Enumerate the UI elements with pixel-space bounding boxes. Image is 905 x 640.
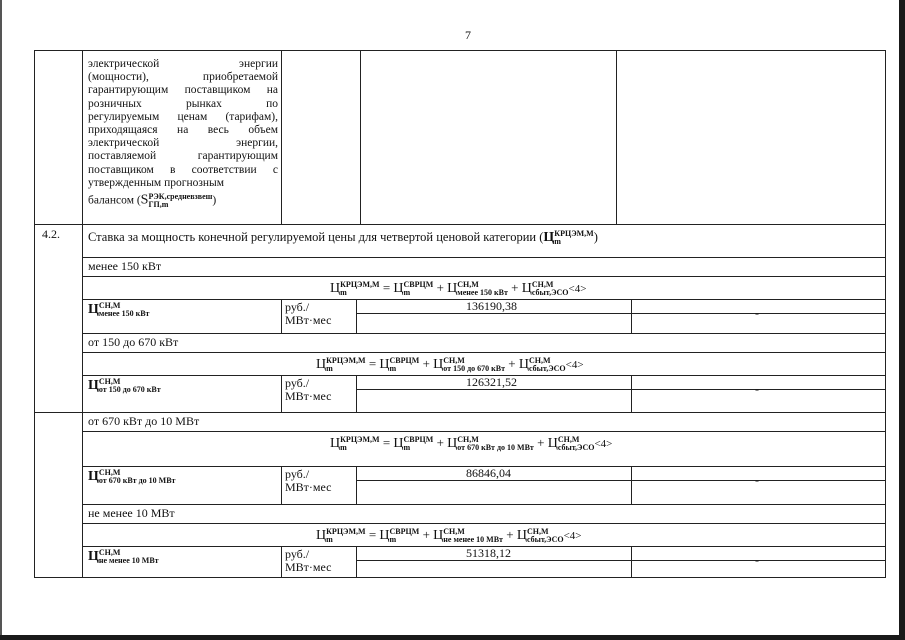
formula-t2-index-sup: СН,М (443, 527, 465, 537)
empty-value-dash: - (755, 382, 759, 396)
section-number: 4.2. (42, 227, 60, 241)
scan-edge-bottom (0, 635, 905, 640)
unit-line: руб./ (285, 467, 310, 481)
desc-line: поставщиком в соответствии с (88, 163, 278, 176)
parameter-index (99, 378, 161, 394)
formula-t1-index (390, 357, 420, 373)
parameter-index-sub: не менее 10 МВт (98, 556, 159, 566)
row-line (356, 389, 886, 390)
formula-eq: = (379, 435, 394, 450)
row-line-major (34, 412, 886, 413)
formula-lhs-index-sup: КРЦЭМ,М (340, 435, 380, 445)
formula-t1-symbol: Ц (379, 357, 390, 372)
formula-plus: + (533, 435, 548, 450)
formula-t2-index-sub: от 150 до 670 кВт (443, 364, 506, 374)
row-line (82, 257, 886, 258)
formula-t1-index-sup: СВРЦМ (403, 435, 434, 445)
parameter-symbol: Ц (88, 549, 99, 564)
parameter-index-sub: менее 150 кВт (98, 309, 150, 319)
formula-lhs-index (326, 357, 365, 373)
group-label: не менее 10 МВт (88, 506, 175, 520)
section-title (88, 230, 598, 246)
desc-line: (мощности), приобретаемой (88, 71, 278, 84)
col-line-value (616, 50, 617, 224)
formula-t2-index-sup: СН,М (457, 435, 479, 445)
formula-lhs-symbol: Ц (316, 357, 327, 372)
formula-note: <4> (563, 530, 582, 542)
formula-note: <4> (594, 438, 613, 450)
formula-plus: + (433, 435, 448, 450)
formula-eq: = (379, 280, 394, 295)
col-line (281, 375, 282, 412)
formula-t2-index-sup: СН,М (457, 280, 479, 290)
formula-t1-symbol: Ц (379, 528, 390, 543)
formula-lhs-index (326, 528, 365, 544)
section-title-index (554, 230, 593, 246)
row-line (82, 431, 886, 432)
formula-lhs-index-sub: m (340, 443, 347, 453)
section-title-suffix: ) (593, 229, 598, 244)
empty-value-dash: - (755, 553, 759, 567)
group-label: менее 150 кВт (88, 259, 162, 273)
balance-symbol: S (140, 192, 149, 208)
col-line (356, 375, 357, 412)
parameter-index (99, 549, 159, 565)
parameter-index-sup: СН,М (98, 377, 121, 387)
formula-lhs-index-sub: m (326, 364, 333, 374)
parameter-index (99, 302, 150, 318)
section-title-sup: КРЦЭМ,М (554, 229, 594, 238)
scan-edge-right (899, 0, 905, 640)
parameter-index-sup: СН,М (98, 548, 121, 558)
parameter-name (88, 548, 159, 565)
row-line (82, 523, 886, 524)
formula-t1-index-sub: m (403, 288, 411, 298)
parameter-symbol: Ц (88, 302, 99, 317)
formula-lhs-index-sub: m (340, 288, 347, 298)
unit-line: МВт·мес (285, 560, 332, 574)
scan-edge-left (0, 0, 2, 640)
row-line (356, 313, 886, 314)
formula-t3-index (529, 357, 566, 373)
formula-t1-index (404, 281, 434, 297)
unit-line: МВт·мес (285, 313, 332, 327)
formula-t2-index (443, 528, 503, 544)
unit-line: МВт·мес (285, 389, 332, 403)
formula-t3-symbol: Ц (521, 281, 532, 296)
formula-lhs-symbol: Ц (330, 281, 341, 296)
row-line (82, 504, 886, 505)
formula-lhs-index (340, 436, 379, 452)
parameter-name (88, 377, 161, 394)
formula-t2-index-sup: СН,М (443, 356, 465, 366)
formula-t1-index (404, 436, 434, 452)
formula-lhs-symbol: Ц (316, 528, 327, 543)
row-line (356, 480, 886, 481)
parameter-symbol: Ц (88, 378, 99, 393)
formula-t2-symbol: Ц (433, 357, 444, 372)
col-line (281, 299, 282, 333)
page-number: 7 (465, 28, 471, 42)
empty-value-dash: - (755, 306, 759, 320)
unit-line: руб./ (285, 547, 310, 561)
col-line (631, 375, 632, 412)
tariff-value: 126321,52 (466, 375, 517, 389)
col-line (356, 299, 357, 333)
formula-t1-symbol: Ц (393, 281, 404, 296)
formula-lhs-index-sup: КРЦЭМ,М (340, 280, 380, 290)
formula-plus: + (505, 356, 519, 371)
formula-t1-index-sub: m (389, 364, 397, 374)
section-title-text: Ставка за мощность конечной регулируемой цены для четвертой ценовой категории ( (88, 229, 544, 244)
formula-plus: + (502, 527, 517, 542)
tariff-value: 51318,12 (466, 546, 511, 560)
group-formula (316, 356, 584, 373)
balance-prefix: балансом ( (88, 194, 141, 207)
formula-lhs-index-sup: КРЦЭМ,М (326, 356, 366, 366)
formula-t2-index-sub: менее 150 кВт (457, 288, 508, 298)
formula-t3-index (532, 281, 569, 297)
desc-line: электрической энергии, (88, 137, 278, 150)
formula-t1-index-sup: СВРЦМ (389, 356, 420, 366)
tariff-value: 86846,04 (466, 466, 511, 480)
group-label: от 670 кВт до 10 МВт (88, 414, 200, 428)
row-line-section (34, 224, 886, 225)
formula-note: <4> (568, 283, 587, 295)
formula-eq: = (365, 356, 380, 371)
formula-t3-index-sup: СН,М (531, 280, 554, 290)
formula-t3-index (558, 436, 595, 452)
balance-index (148, 193, 212, 209)
unit-line: руб./ (285, 300, 310, 314)
col-line-unit (360, 50, 361, 224)
desc-line: гарантирующим поставщиком на (88, 84, 278, 97)
formula-plus: + (419, 356, 434, 371)
row-line (356, 560, 886, 561)
formula-t3-index-sup: СН,М (526, 527, 549, 537)
col-line (631, 299, 632, 333)
formula-lhs-index-sub: m (326, 535, 333, 545)
formula-t1-symbol: Ц (393, 436, 404, 451)
parameter-index-sub: от 150 до 670 кВт (98, 385, 161, 395)
formula-t2-index (457, 281, 508, 297)
section-title-sub: m (554, 237, 561, 246)
formula-t2-symbol: Ц (447, 281, 458, 296)
parameter-index-sup: СН,М (98, 468, 121, 478)
col-line (281, 546, 282, 578)
unit-line: МВт·мес (285, 480, 332, 494)
parameter-index-sub: от 670 кВт до 10 МВт (98, 476, 176, 486)
row-line (82, 333, 886, 334)
col-line (281, 466, 282, 504)
col-line (356, 466, 357, 504)
formula-plus: + (433, 280, 448, 295)
tariff-value: 136190,38 (466, 299, 517, 313)
formula-t2-symbol: Ц (447, 436, 458, 451)
parameter-index (99, 469, 176, 485)
group-formula (316, 527, 582, 544)
formula-t3-index-sup: СН,М (529, 356, 551, 366)
desc-line: утвержденным прогнозным (88, 176, 225, 189)
formula-plus: + (507, 280, 522, 295)
col-line (631, 466, 632, 504)
col-line-desc (281, 50, 282, 224)
formula-t1-index-sup: СВРЦМ (389, 527, 420, 537)
group-formula (330, 435, 612, 452)
formula-eq: = (365, 527, 380, 542)
col-line-number (82, 50, 83, 578)
formula-t3-index-sup: СН,М (557, 435, 580, 445)
desc-line-balance (88, 191, 278, 209)
formula-t1-index-sub: m (403, 443, 411, 453)
section-title-symbol: Ц (543, 229, 555, 245)
parameter-index-sup: СН,М (98, 301, 121, 311)
formula-t1-index-sup: СВРЦМ (403, 280, 434, 290)
formula-t2-index (457, 436, 534, 452)
formula-t3-symbol: Ц (518, 357, 529, 372)
formula-t3-symbol: Ц (516, 528, 527, 543)
formula-plus: + (419, 527, 434, 542)
col-line (631, 546, 632, 578)
formula-t2-index (443, 357, 505, 373)
formula-t3-index-sub: сбыт,ЭСО (526, 535, 564, 545)
formula-t2-symbol: Ц (433, 528, 444, 543)
parameter-name (88, 301, 149, 318)
empty-value-dash: - (755, 473, 759, 487)
formula-t3-index-sub: сбыт,ЭСО (531, 288, 569, 298)
desc-line: электрической энергии (88, 58, 278, 70)
balance-sub: ГП,m (148, 199, 169, 209)
parameter-symbol: Ц (88, 469, 99, 484)
tariff-description (88, 58, 278, 209)
group-label: от 150 до 670 кВт (88, 335, 179, 349)
balance-sup: РЭК,средневзвеш (148, 191, 213, 201)
desc-line: регулируемым ценам (тарифам), (88, 110, 278, 123)
desc-line: приходящаяся на весь объем (88, 123, 278, 136)
parameter-name (88, 468, 175, 485)
balance-suffix: ) (212, 194, 217, 207)
formula-t2-index-sub: не менее 10 МВт (443, 535, 503, 545)
formula-t3-index-sub: сбыт,ЭСО (557, 443, 595, 453)
formula-lhs-index-sup: КРЦЭМ,М (326, 527, 366, 537)
formula-lhs-symbol: Ц (330, 436, 341, 451)
desc-line: поставляемой гарантирующим (88, 150, 278, 163)
formula-t3-index (527, 528, 564, 544)
formula-t2-index-sub: от 670 кВт до 10 МВт (457, 443, 534, 453)
formula-t1-index-sub: m (389, 535, 397, 545)
formula-note: <4> (565, 359, 584, 371)
formula-t3-symbol: Ц (547, 436, 558, 451)
unit-line: руб./ (285, 376, 310, 390)
col-line (356, 546, 357, 578)
row-line (82, 276, 886, 277)
formula-t3-index-sub: сбыт,ЭСО (529, 364, 566, 374)
desc-line: розничных рынках по (88, 97, 278, 110)
formula-t1-index (390, 528, 420, 544)
row-line (82, 352, 886, 353)
group-formula (330, 280, 586, 297)
formula-lhs-index (340, 281, 379, 297)
